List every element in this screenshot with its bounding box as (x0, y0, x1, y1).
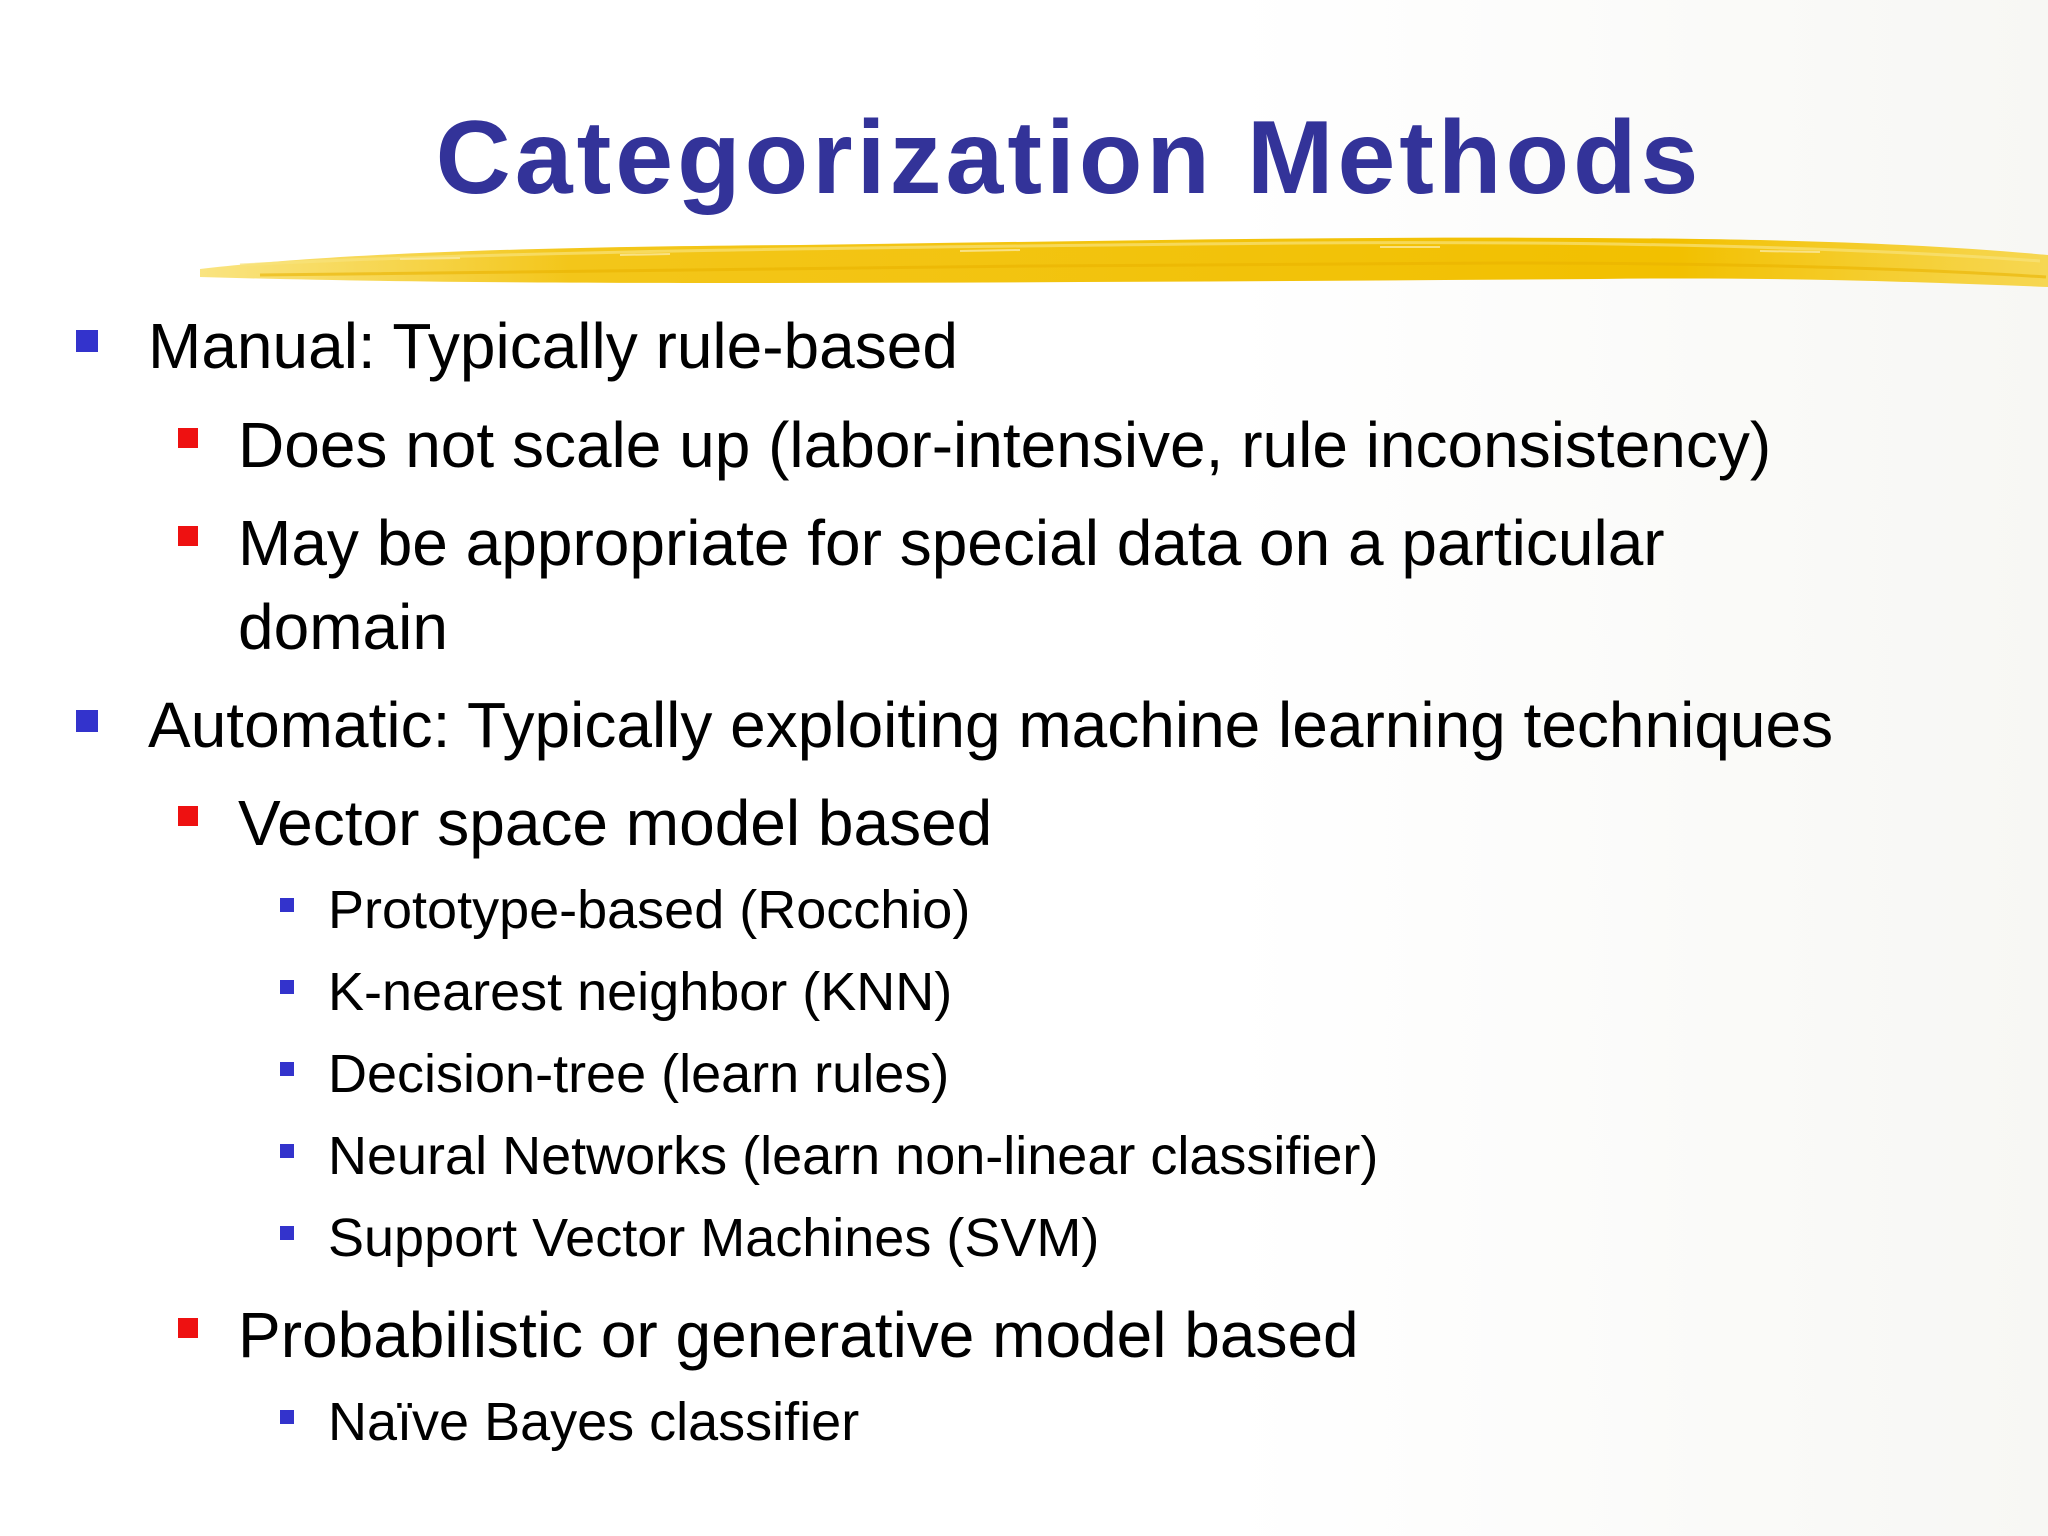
bullet-level3: Neural Networks (learn non-linear classifier) (328, 1126, 1379, 1186)
bullet-level2: Vector space model based (238, 787, 993, 859)
slide-title: Categorization Methods (435, 100, 1703, 216)
level2-bullet-marker (178, 806, 198, 826)
level1-bullet-marker (76, 330, 98, 352)
level3-bullet-marker (280, 1410, 294, 1424)
bullet-level3: Support Vector Machines (SVM) (328, 1208, 1100, 1268)
bullet-level3: Prototype-based (Rocchio) (328, 880, 971, 940)
bullet-level2: Does not scale up (labor-intensive, rule inconsistency) (238, 409, 1772, 481)
bullet-level2: May be appropriate for special data on a particular (238, 507, 1665, 579)
bullet-level1: Manual: Typically rule-based (148, 310, 958, 382)
level3-bullet-marker (280, 1144, 294, 1158)
bullet-level3: Decision-tree (learn rules) (328, 1044, 950, 1104)
level3-bullet-marker (280, 1062, 294, 1076)
bullet-level3: Naïve Bayes classifier (328, 1392, 860, 1452)
bullet-level1: Automatic: Typically exploiting machine learning techniques (148, 689, 1834, 761)
level3-bullet-marker (280, 980, 294, 994)
bullet-level2: Probabilistic or generative model based (238, 1299, 1359, 1371)
bullet-level3: K-nearest neighbor (KNN) (328, 962, 953, 1022)
level3-bullet-marker (280, 1226, 294, 1240)
level2-bullet-marker (178, 1318, 198, 1338)
level2-bullet-marker (178, 428, 198, 448)
bullet-level2-continuation: domain (238, 591, 448, 663)
level2-bullet-marker (178, 526, 198, 546)
level1-bullet-marker (76, 710, 98, 732)
level3-bullet-marker (280, 898, 294, 912)
